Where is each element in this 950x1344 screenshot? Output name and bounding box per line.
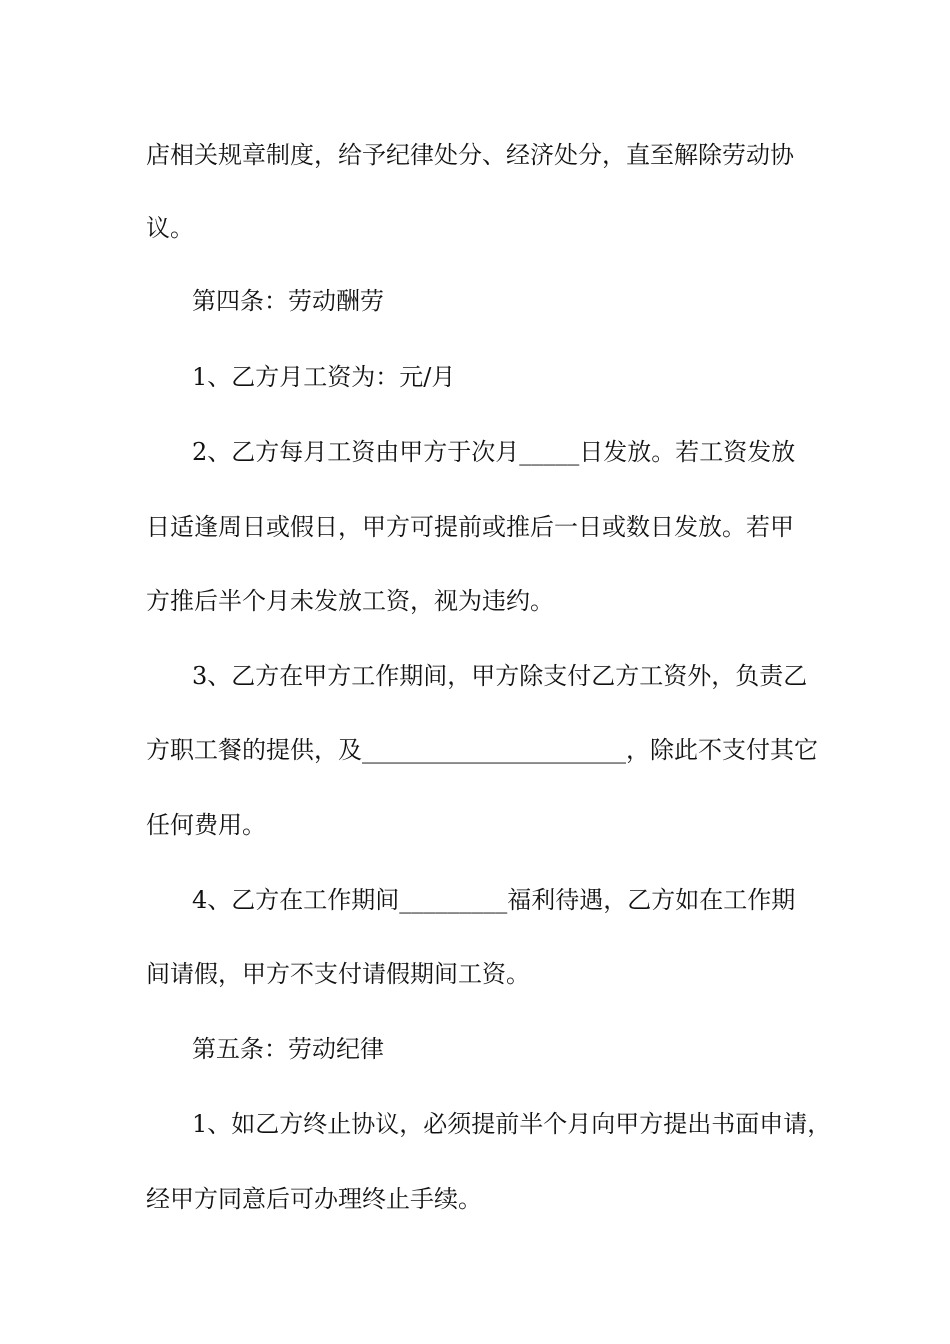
paragraph-line: 店相关规章制度，给予纪律处分、经济处分，直至解除劳动协: [146, 141, 794, 169]
paragraph-line: 议。: [146, 214, 194, 242]
paragraph-line: 方推后半个月未发放工资，视为违约。: [146, 587, 554, 615]
clause-line: 3、乙方在甲方工作期间，甲方除支付乙方工资外，负责乙: [192, 662, 808, 690]
clause-line: 1、如乙方终止协议，必须提前半个月向甲方提出书面申请，: [192, 1110, 832, 1138]
paragraph-line: 方职工餐的提供，及______________________，除此不支付其它: [146, 736, 818, 764]
section-heading: 第五条：劳动纪律: [192, 1035, 384, 1063]
paragraph-line: 任何费用。: [146, 811, 266, 839]
paragraph-line: 日适逢周日或假日，甲方可提前或推后一日或数日发放。若甲: [146, 513, 794, 541]
clause-line: 4、乙方在工作期间_________福利待遇，乙方如在工作期: [192, 886, 796, 914]
paragraph-line: 经甲方同意后可办理终止手续。: [146, 1185, 482, 1213]
paragraph-line: 间请假，甲方不支付请假期间工资。: [146, 960, 530, 988]
section-heading: 第四条：劳动酬劳: [192, 287, 384, 315]
clause-line: 2、乙方每月工资由甲方于次月_____日发放。若工资发放: [192, 438, 796, 466]
clause-line: 1、乙方月工资为：元/月: [192, 363, 456, 391]
